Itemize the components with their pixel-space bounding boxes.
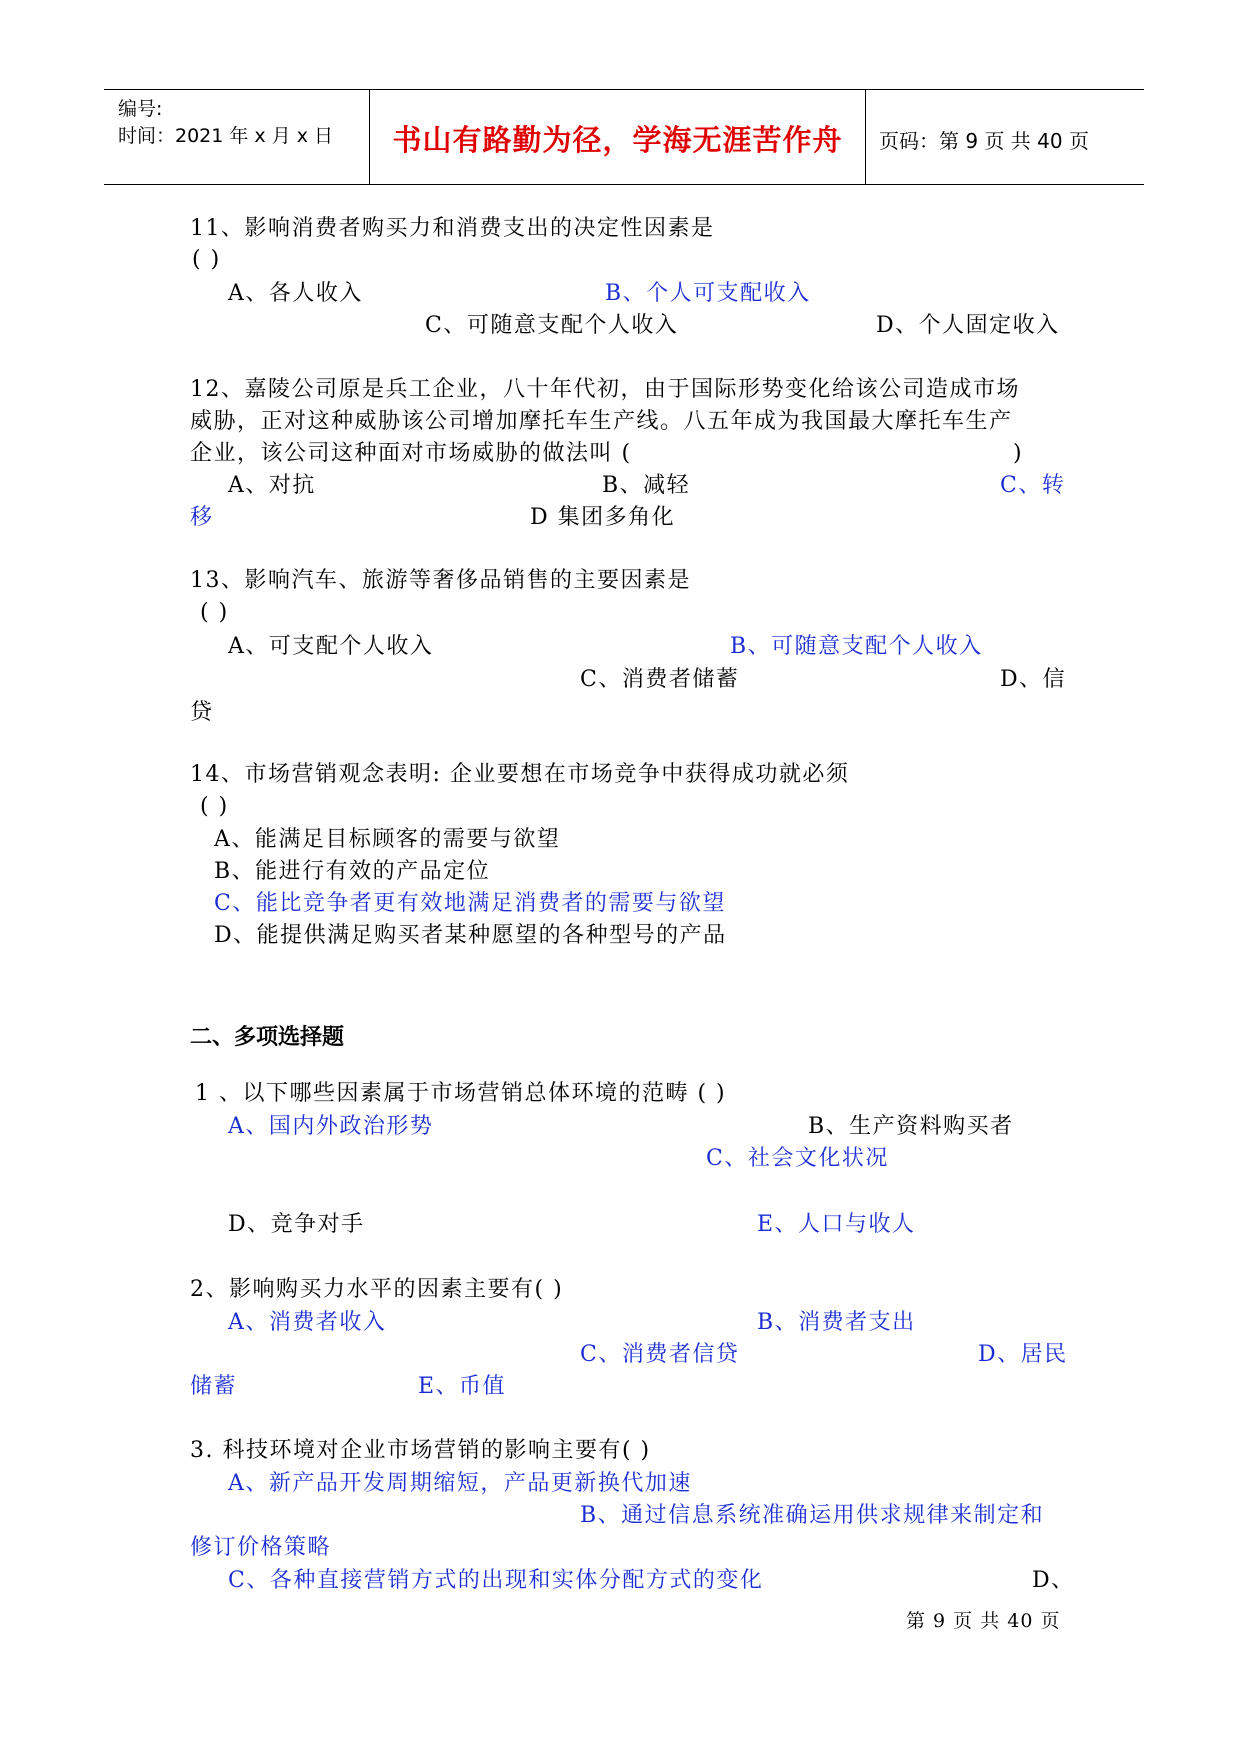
m3-option-c: C、各种直接营销方式的出现和实体分配方式的变化	[228, 1568, 764, 1593]
m2-stem: 2、影响购买力水平的因素主要有( )	[190, 1277, 564, 1302]
m2-option-d-part2: 储蓄	[190, 1374, 238, 1399]
m1-option-d: D、竞争对手	[228, 1212, 365, 1237]
m2-option-b: B、消费者支出	[757, 1310, 916, 1335]
m1-option-e: E、人口与收人	[757, 1212, 916, 1237]
q11-stem: 11、影响消费者购买力和消费支出的决定性因素是	[190, 216, 715, 241]
m3-stem: 3. 科技环境对企业市场营销的影响主要有( )	[190, 1438, 651, 1463]
q11-option-d: D、个人固定收入	[876, 313, 1060, 338]
m3-option-d: D、	[1032, 1568, 1075, 1593]
q11-option-a: A、各人收入	[228, 281, 363, 306]
m2-option-c: C、消费者信贷	[580, 1342, 740, 1367]
q12-option-d: D 集团多角化	[530, 505, 676, 530]
m1-option-b: B、生产资料购买者	[808, 1114, 1014, 1139]
q11-option-b: B、个人可支配收入	[605, 281, 811, 306]
q14-option-a: A、能满足目标顾客的需要与欲望	[214, 827, 561, 852]
q12-option-a: A、对抗	[228, 473, 316, 498]
q12-line1: 12、嘉陵公司原是兵工企业，八十年代初，由于国际形势变化给该公司造成市场	[190, 377, 1020, 402]
time-label: 时间：2021 年 x 月 x 日	[118, 125, 334, 147]
m3-option-b-part2: 修订价格策略	[190, 1535, 332, 1560]
header-info-cell	[104, 90, 368, 184]
q11-option-c: C、可随意支配个人收入	[425, 313, 679, 338]
m1-option-a: A、国内外政治形势	[228, 1114, 434, 1139]
q13-option-d-part2: 贷	[190, 700, 214, 725]
q14-option-d: D、能提供满足购买者某种愿望的各种型号的产品	[214, 923, 727, 948]
q12-line3: 企业，该公司这种面对市场威胁的做法叫 (	[190, 441, 632, 466]
q14-paren: ( )	[200, 794, 229, 819]
q12-line3-close: )	[1013, 441, 1024, 466]
q12-option-c-part2: 移	[190, 505, 214, 530]
m3-option-a: A、新产品开发周期缩短，产品更新换代加速	[228, 1471, 692, 1496]
page-code: 页码：第 9 页 共 40 页	[879, 129, 1089, 153]
header-motto-cell	[369, 90, 866, 184]
page-header	[104, 89, 1144, 185]
q13-option-a: A、可支配个人收入	[228, 634, 434, 659]
q13-option-b: B、可随意支配个人收入	[730, 634, 983, 659]
m1-stem: 1 、以下哪些因素属于市场营销总体环境的范畴 ( )	[195, 1081, 727, 1106]
q13-option-d-part1: D、信	[1000, 667, 1067, 692]
q12-line2: 威胁，正对这种威胁该公司增加摩托车生产线。八五年成为我国最大摩托车生产	[190, 409, 1013, 434]
q14-option-b: B、能进行有效的产品定位	[214, 859, 491, 884]
q11-paren: ( )	[192, 247, 221, 272]
m2-option-e: E、币值	[418, 1374, 507, 1399]
m2-option-d-part1: D、居民	[978, 1342, 1068, 1367]
q13-stem: 13、影响汽车、旅游等奢侈品销售的主要因素是	[190, 568, 691, 593]
q12-option-c-part1: C、转	[1000, 473, 1066, 498]
q13-paren: ( )	[200, 600, 229, 625]
motto: 书山有路勤为径，学海无涯苦作舟	[392, 123, 843, 157]
m3-option-b-part1: B、通过信息系统准确运用供求规律来制定和	[580, 1503, 1045, 1528]
q14-stem: 14、市场营销观念表明: 企业要想在市场竞争中获得成功就必须	[190, 762, 850, 787]
m1-option-c: C、社会文化状况	[706, 1146, 889, 1171]
q13-option-c: C、消费者储蓄	[580, 667, 740, 692]
number-label: 编号:	[118, 98, 163, 120]
m2-option-a: A、消费者收入	[228, 1310, 387, 1335]
q12-option-b: B、减轻	[602, 473, 691, 498]
header-page-cell	[865, 90, 1144, 184]
section-title: 二、多项选择题	[190, 1025, 345, 1050]
q14-option-c: C、能比竞争者更有效地满足消费者的需要与欲望	[214, 891, 726, 916]
page-footer: 第 9 页 共 40 页	[906, 1610, 1061, 1632]
